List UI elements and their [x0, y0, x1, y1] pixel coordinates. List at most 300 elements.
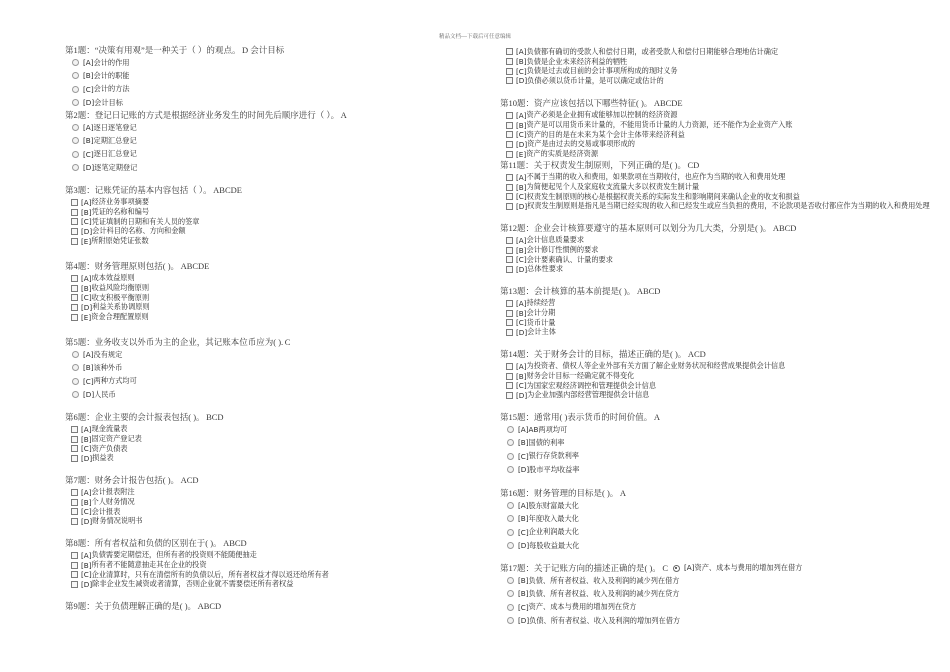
radio-button[interactable]	[72, 72, 79, 79]
option-key: [C]	[516, 255, 527, 265]
option-key: [C]	[83, 84, 94, 94]
option-a[interactable]	[500, 362, 785, 372]
radio-button[interactable]	[72, 378, 79, 385]
option-text: 银行存贷款利率	[528, 451, 579, 461]
radio-button[interactable]	[72, 59, 79, 66]
checkbox[interactable]	[506, 382, 513, 389]
option-text: 资产必须是企业拥有或能够加以控制的经济资源	[526, 110, 678, 120]
option-b[interactable]	[65, 361, 290, 374]
option-a[interactable]	[65, 348, 290, 361]
option-a[interactable]	[65, 274, 209, 284]
checkbox[interactable]	[506, 58, 513, 65]
option-a[interactable]	[65, 425, 224, 435]
checkbox[interactable]	[506, 68, 513, 75]
question-stem	[500, 222, 796, 234]
checkbox[interactable]	[506, 122, 513, 129]
question-17	[500, 562, 802, 627]
option-key: [E]	[516, 149, 527, 159]
option-list	[500, 171, 930, 211]
checkbox[interactable]	[506, 77, 513, 84]
option-c[interactable]	[500, 381, 785, 391]
checkbox[interactable]	[71, 294, 78, 301]
option-e[interactable]	[500, 149, 793, 159]
checkbox[interactable]	[71, 445, 78, 452]
checkbox[interactable]	[71, 508, 78, 515]
option-key: [B]	[518, 589, 529, 599]
checkbox[interactable]	[506, 141, 513, 148]
option-key: [B]	[516, 182, 527, 192]
option-c[interactable]	[500, 192, 930, 202]
option-key: [C]	[81, 217, 92, 227]
option-text: 权责发生制原则是指凡是当期已经实现的收入和已经发生或应当负担的费用，不论款项是否收付都应作为当期的收入和费用处理	[527, 201, 930, 211]
option-c[interactable]	[500, 130, 793, 140]
checkbox[interactable]	[506, 203, 513, 210]
option-text: 收益风险均衡原则	[91, 283, 150, 293]
radio-button[interactable]	[507, 590, 514, 597]
radio-button[interactable]	[72, 351, 79, 358]
option-text: 会计修订性惯例的要求	[526, 245, 599, 255]
option-c[interactable]	[500, 255, 796, 265]
option-key: [B]	[516, 371, 527, 381]
option-d[interactable]	[500, 140, 793, 150]
option-d[interactable]	[65, 161, 347, 174]
option-key: [A]	[83, 350, 94, 360]
option-b[interactable]	[65, 434, 224, 444]
question-6	[65, 411, 224, 463]
question-number: 第16题：	[500, 488, 535, 498]
option-text: 资产的实质是经济资源	[526, 149, 599, 159]
checkbox[interactable]	[506, 247, 513, 254]
option-text: 负债、所有者权益、收入及利润的减少列在贷方	[528, 588, 680, 598]
option-key: [A]	[518, 501, 529, 511]
option-key: [A]	[516, 298, 527, 308]
radio-button[interactable]	[72, 164, 79, 171]
question-10	[500, 97, 793, 159]
option-list	[500, 234, 796, 274]
answer-key: C	[284, 337, 291, 347]
option-b[interactable]	[500, 245, 796, 255]
option-key: [C]	[516, 66, 527, 76]
option-text: 资产、成本与费用的增加列在借方	[694, 563, 803, 572]
question-text: 通常用( )表示货币的时间价值。	[534, 412, 653, 422]
answer-key: ABCDE	[653, 98, 683, 108]
radio-button[interactable]	[507, 453, 514, 460]
option-d[interactable]	[500, 202, 930, 212]
option-b[interactable]	[500, 182, 930, 192]
checkbox[interactable]	[71, 218, 78, 225]
option-list	[65, 272, 209, 322]
option-key: [B]	[81, 560, 92, 570]
option-text: 会计分期	[526, 308, 556, 318]
option-key: [B]	[81, 497, 92, 507]
option-key: [D]	[516, 201, 528, 211]
question-text: 企业主要的会计报表包括( )。	[94, 412, 205, 422]
option-b[interactable]	[500, 120, 793, 130]
option-key: [D]	[81, 453, 93, 463]
option-b[interactable]	[65, 207, 242, 217]
radio-button[interactable]	[673, 565, 680, 572]
option-text: 会计报表附注	[91, 487, 135, 497]
option-b[interactable]	[500, 371, 785, 381]
checkbox[interactable]	[71, 199, 78, 206]
option-text: 会计要素确认、计量的要求	[526, 254, 613, 264]
question-number: 第15题：	[500, 412, 535, 422]
question-9	[65, 600, 221, 612]
question-text: 会计核算的基本前提是( )。	[534, 286, 636, 296]
option-d[interactable]	[65, 227, 242, 237]
option-text: 股市平均收益率	[529, 464, 580, 474]
option-key: [C]	[83, 376, 94, 386]
question-stem	[65, 474, 199, 486]
option-list	[65, 56, 284, 109]
option-text: 不属于当期的收入和费用，如果款项在当期收付，也应作为当期的收入和费用处理	[526, 172, 786, 182]
option-text: 凭证的名称和编号	[91, 207, 150, 217]
question-stem	[500, 97, 793, 109]
option-text: 企业清算时，只有在清偿所有的负债以后，所有者权益才得以返还给所有者	[91, 569, 329, 579]
radio-button[interactable]	[72, 364, 79, 371]
option-text: 凭证填制的日期和有关人员的签章	[91, 216, 200, 226]
checkbox[interactable]	[506, 310, 513, 317]
checkbox[interactable]	[506, 193, 513, 200]
radio-button[interactable]	[507, 604, 514, 611]
radio-button[interactable]	[72, 151, 79, 158]
option-a[interactable]	[500, 111, 793, 121]
answer-key: ABCD	[197, 601, 222, 611]
option-a[interactable]	[65, 56, 284, 69]
option-a[interactable]	[668, 562, 802, 574]
radio-button[interactable]	[507, 529, 514, 536]
radio-button[interactable]	[72, 391, 79, 398]
option-a[interactable]	[500, 423, 660, 436]
option-text: 资产的目的是在未来为某个会计主体带来经济利益	[526, 129, 685, 139]
checkbox[interactable]	[506, 329, 513, 336]
question-text: 财务会计报告包括( )。	[94, 475, 180, 485]
option-d[interactable]	[65, 96, 284, 109]
checkbox[interactable]	[71, 238, 78, 245]
checkbox[interactable]	[71, 581, 78, 588]
option-key: [C]	[516, 192, 527, 202]
option-key: [D]	[83, 390, 95, 400]
option-a[interactable]	[500, 499, 626, 512]
question-text: 关于财务会计的目标，描述正确的是( )。	[534, 349, 687, 359]
checkbox[interactable]	[71, 209, 78, 216]
option-d[interactable]	[65, 388, 290, 401]
checkbox[interactable]	[71, 518, 78, 525]
option-d[interactable]	[500, 539, 626, 552]
question-number: 第2题：	[65, 110, 95, 120]
option-c[interactable]	[65, 507, 199, 517]
option-key: [B]	[516, 120, 527, 130]
option-a[interactable]	[500, 173, 930, 183]
option-b[interactable]	[500, 512, 626, 525]
question-16	[500, 487, 626, 552]
question-text: 财务管理原则包括( )。	[94, 261, 180, 271]
radio-button[interactable]	[507, 542, 514, 549]
option-key: [D]	[516, 264, 528, 274]
option-text: 逐日逐笔登记	[93, 122, 137, 132]
option-text: 负债、所有者权益、收入及利润的减少列在借方	[528, 575, 680, 585]
answer-key: ABCD	[223, 538, 247, 548]
option-b[interactable]	[500, 57, 778, 67]
option-text: 负债必须以货币计量，是可以确定或估计的	[527, 75, 664, 85]
question-number: 第10题：	[500, 98, 535, 108]
option-text: 固定资产登记表	[91, 434, 142, 444]
checkbox[interactable]	[71, 455, 78, 462]
question-13	[500, 285, 660, 337]
option-a[interactable]	[65, 488, 199, 498]
question-stem	[65, 260, 209, 272]
option-text: 资金合理配置原则	[91, 312, 149, 322]
question-stem	[65, 336, 290, 348]
option-text: 货币计量	[526, 317, 556, 327]
checkbox[interactable]	[506, 300, 513, 307]
question-2	[65, 109, 347, 174]
option-text: 总体性要求	[527, 264, 564, 274]
option-text: 财务情况说明书	[92, 516, 143, 526]
checkbox[interactable]	[506, 48, 513, 55]
question-text: “决策有用观”是一种关于（ ）的观点。	[94, 45, 241, 55]
option-text: 会计报表	[91, 506, 121, 516]
option-key: [C]	[81, 507, 92, 517]
option-text: 所附原始凭证张数	[91, 236, 149, 246]
option-list	[65, 423, 224, 463]
option-a[interactable]	[65, 198, 242, 208]
option-c[interactable]	[500, 526, 626, 539]
option-e[interactable]	[65, 236, 242, 246]
option-key: [C]	[81, 444, 92, 454]
option-d[interactable]	[500, 328, 660, 338]
option-text: 成本效益原则	[91, 273, 135, 283]
checkbox[interactable]	[71, 562, 78, 569]
radio-button[interactable]	[72, 137, 79, 144]
option-text: 负债、所有者权益、收入及利润的增加列在借方	[529, 615, 681, 625]
option-c[interactable]	[65, 148, 347, 161]
option-key: [A]	[516, 47, 527, 57]
checkbox[interactable]	[71, 304, 78, 311]
question-text: 记账凭证的基本内容包括（ ）。	[94, 185, 212, 195]
option-c[interactable]	[500, 450, 660, 463]
option-a[interactable]	[500, 47, 778, 57]
option-key: [A]	[81, 487, 92, 497]
question-text: 企业会计核算要遵守的基本原则可以划分为几大类，分别是( )。	[534, 223, 772, 233]
checkbox[interactable]	[506, 319, 513, 326]
option-c[interactable]	[500, 66, 778, 76]
answer-key: ACD	[180, 475, 199, 485]
option-a[interactable]	[500, 236, 796, 246]
option-list	[65, 549, 329, 589]
option-b[interactable]	[65, 69, 284, 82]
option-key: [C]	[81, 570, 92, 580]
checkbox[interactable]	[506, 174, 513, 181]
option-key: [B]	[516, 57, 527, 67]
option-text: 会计信息质量要求	[526, 235, 585, 245]
checkbox[interactable]	[506, 256, 513, 263]
option-b[interactable]	[500, 308, 660, 318]
option-d[interactable]	[65, 580, 329, 590]
radio-button[interactable]	[507, 515, 514, 522]
option-key: [A]	[518, 425, 529, 435]
checkbox[interactable]	[71, 228, 78, 235]
radio-button[interactable]	[507, 426, 514, 433]
option-b[interactable]	[65, 134, 347, 147]
option-d[interactable]	[65, 303, 209, 313]
radio-button[interactable]	[72, 99, 79, 106]
checkbox[interactable]	[71, 285, 78, 292]
checkbox[interactable]	[71, 499, 78, 506]
option-e[interactable]	[65, 312, 209, 322]
option-text: 会计主体	[527, 327, 556, 337]
answer-key: A	[619, 488, 626, 498]
radio-button[interactable]	[507, 617, 514, 624]
radio-button[interactable]	[72, 124, 79, 131]
answer-key: ACD	[687, 349, 706, 359]
checkbox[interactable]	[506, 131, 513, 138]
option-key: [C]	[516, 130, 527, 140]
option-text: AB两项均可	[528, 424, 568, 434]
question-number: 第6题：	[65, 412, 95, 422]
option-key: [B]	[518, 576, 529, 586]
question-12	[500, 222, 796, 274]
option-text: 权责发生制原则的核心是根据权责关系的实际发生和影响期间来确认企业的收支和损益	[526, 191, 800, 201]
option-key: [A]	[81, 550, 92, 560]
option-key: [C]	[516, 318, 527, 328]
option-a[interactable]	[65, 121, 347, 134]
option-text: 所有者不能随意抽走其在企业的投资	[91, 560, 207, 570]
checkbox[interactable]	[506, 237, 513, 244]
option-d[interactable]	[500, 463, 660, 476]
question-11	[500, 159, 930, 211]
question-number: 第9题：	[65, 601, 95, 611]
option-b[interactable]	[500, 587, 802, 600]
checkbox[interactable]	[506, 363, 513, 370]
option-b[interactable]	[500, 436, 660, 449]
option-key: [B]	[518, 514, 529, 524]
option-key: [A]	[516, 110, 527, 120]
checkbox[interactable]	[71, 571, 78, 578]
checkbox[interactable]	[506, 112, 513, 119]
option-key: [D]	[83, 163, 95, 173]
option-key: [E]	[81, 312, 92, 322]
question-text: 财务管理的目标是( )。	[534, 488, 619, 498]
option-text: 负债是企业未来经济利益的牺牲	[526, 56, 628, 66]
option-a[interactable]	[65, 551, 329, 561]
question-number: 第11题：	[500, 160, 534, 170]
option-b[interactable]	[65, 283, 209, 293]
answer-key: ABCDE	[180, 261, 210, 271]
question-text: 业务收支以外币为主的企业，其记账本位币应为( ).	[94, 337, 284, 347]
option-d[interactable]	[500, 76, 778, 86]
option-key: [D]	[518, 616, 530, 626]
question-text: 资产应该包括以下哪些特征( )。	[534, 98, 653, 108]
option-c[interactable]	[65, 570, 329, 580]
option-text: 为企业加强内部经营管理提供会计信息	[527, 390, 650, 400]
option-c[interactable]	[65, 217, 242, 227]
option-text: 该种外币	[93, 362, 123, 372]
option-d[interactable]	[65, 517, 199, 527]
option-text: 会计目标	[94, 97, 123, 107]
option-key: [B]	[516, 308, 527, 318]
checkbox[interactable]	[71, 552, 78, 559]
option-text: 为简便起见个人及家庭收支流量大多以权责发生制计量	[526, 182, 700, 192]
checkbox[interactable]	[506, 151, 513, 158]
answer-key: C	[662, 563, 668, 573]
option-c[interactable]	[65, 83, 284, 96]
option-c[interactable]	[65, 293, 209, 303]
question-number: 第12题：	[500, 223, 535, 233]
question-stem	[65, 184, 242, 196]
option-key: [D]	[518, 465, 530, 475]
radio-button[interactable]	[72, 86, 79, 93]
option-b[interactable]	[500, 574, 802, 587]
option-key: [A]	[83, 58, 94, 68]
checkbox[interactable]	[506, 392, 513, 399]
radio-button[interactable]	[507, 439, 514, 446]
option-key: [D]	[518, 541, 530, 551]
option-key: [B]	[83, 363, 94, 373]
option-text: 负债需要定期偿还，但所有者的投资则不能随便抽走	[91, 550, 257, 560]
checkbox[interactable]	[71, 426, 78, 433]
radio-button[interactable]	[507, 466, 514, 473]
option-text: 除非企业发生减资或者清算，否则企业就不需要偿还所有者权益	[92, 579, 294, 589]
option-c[interactable]	[500, 318, 660, 328]
option-c[interactable]	[500, 601, 802, 614]
option-c[interactable]	[65, 375, 290, 388]
option-text: 定期汇总登记	[93, 135, 137, 145]
answer-key: ABCDE	[213, 185, 242, 195]
option-key: [A]	[516, 172, 527, 182]
option-key: [C]	[518, 602, 529, 612]
option-d[interactable]	[500, 265, 796, 275]
option-d[interactable]	[500, 614, 802, 627]
question-text: 所有者权益和负债的区别在于( )。	[94, 538, 222, 548]
answer-key: D 会计目标	[241, 45, 285, 55]
question-text: 关于记账方向的描述正确的是( )。	[534, 563, 661, 573]
option-key: [E]	[81, 236, 92, 246]
radio-button[interactable]	[507, 502, 514, 509]
question-9-options	[500, 46, 778, 86]
option-key: [A]	[81, 197, 92, 207]
checkbox[interactable]	[71, 436, 78, 443]
checkbox[interactable]	[506, 184, 513, 191]
option-c[interactable]	[65, 444, 224, 454]
question-number: 第4题：	[65, 261, 95, 271]
checkbox[interactable]	[71, 489, 78, 496]
option-key: [D]	[516, 139, 528, 149]
option-a[interactable]	[500, 299, 660, 309]
checkbox[interactable]	[71, 314, 78, 321]
checkbox[interactable]	[506, 266, 513, 273]
option-key: [A]	[683, 563, 695, 572]
option-text: 收支积极平衡原则	[91, 292, 150, 302]
option-key: [B]	[83, 136, 94, 146]
option-text: 财务会计目标一经确定就不得变化	[526, 371, 635, 381]
question-text: 关于权责发生制原则，下列正确的是( )。	[533, 160, 686, 170]
option-d[interactable]	[65, 454, 224, 464]
option-b[interactable]	[65, 497, 199, 507]
question-number: 第7题：	[65, 475, 95, 485]
checkbox[interactable]	[71, 275, 78, 282]
question-number: 第1题：	[65, 45, 95, 55]
radio-button[interactable]	[507, 577, 514, 584]
option-key: [D]	[81, 516, 93, 526]
option-d[interactable]	[500, 391, 785, 401]
question-number: 第8题：	[65, 538, 95, 548]
option-text: 逐日汇总登记	[93, 149, 137, 159]
option-key: [C]	[516, 381, 527, 391]
checkbox[interactable]	[506, 373, 513, 380]
option-key: [D]	[81, 302, 93, 312]
option-b[interactable]	[65, 560, 329, 570]
